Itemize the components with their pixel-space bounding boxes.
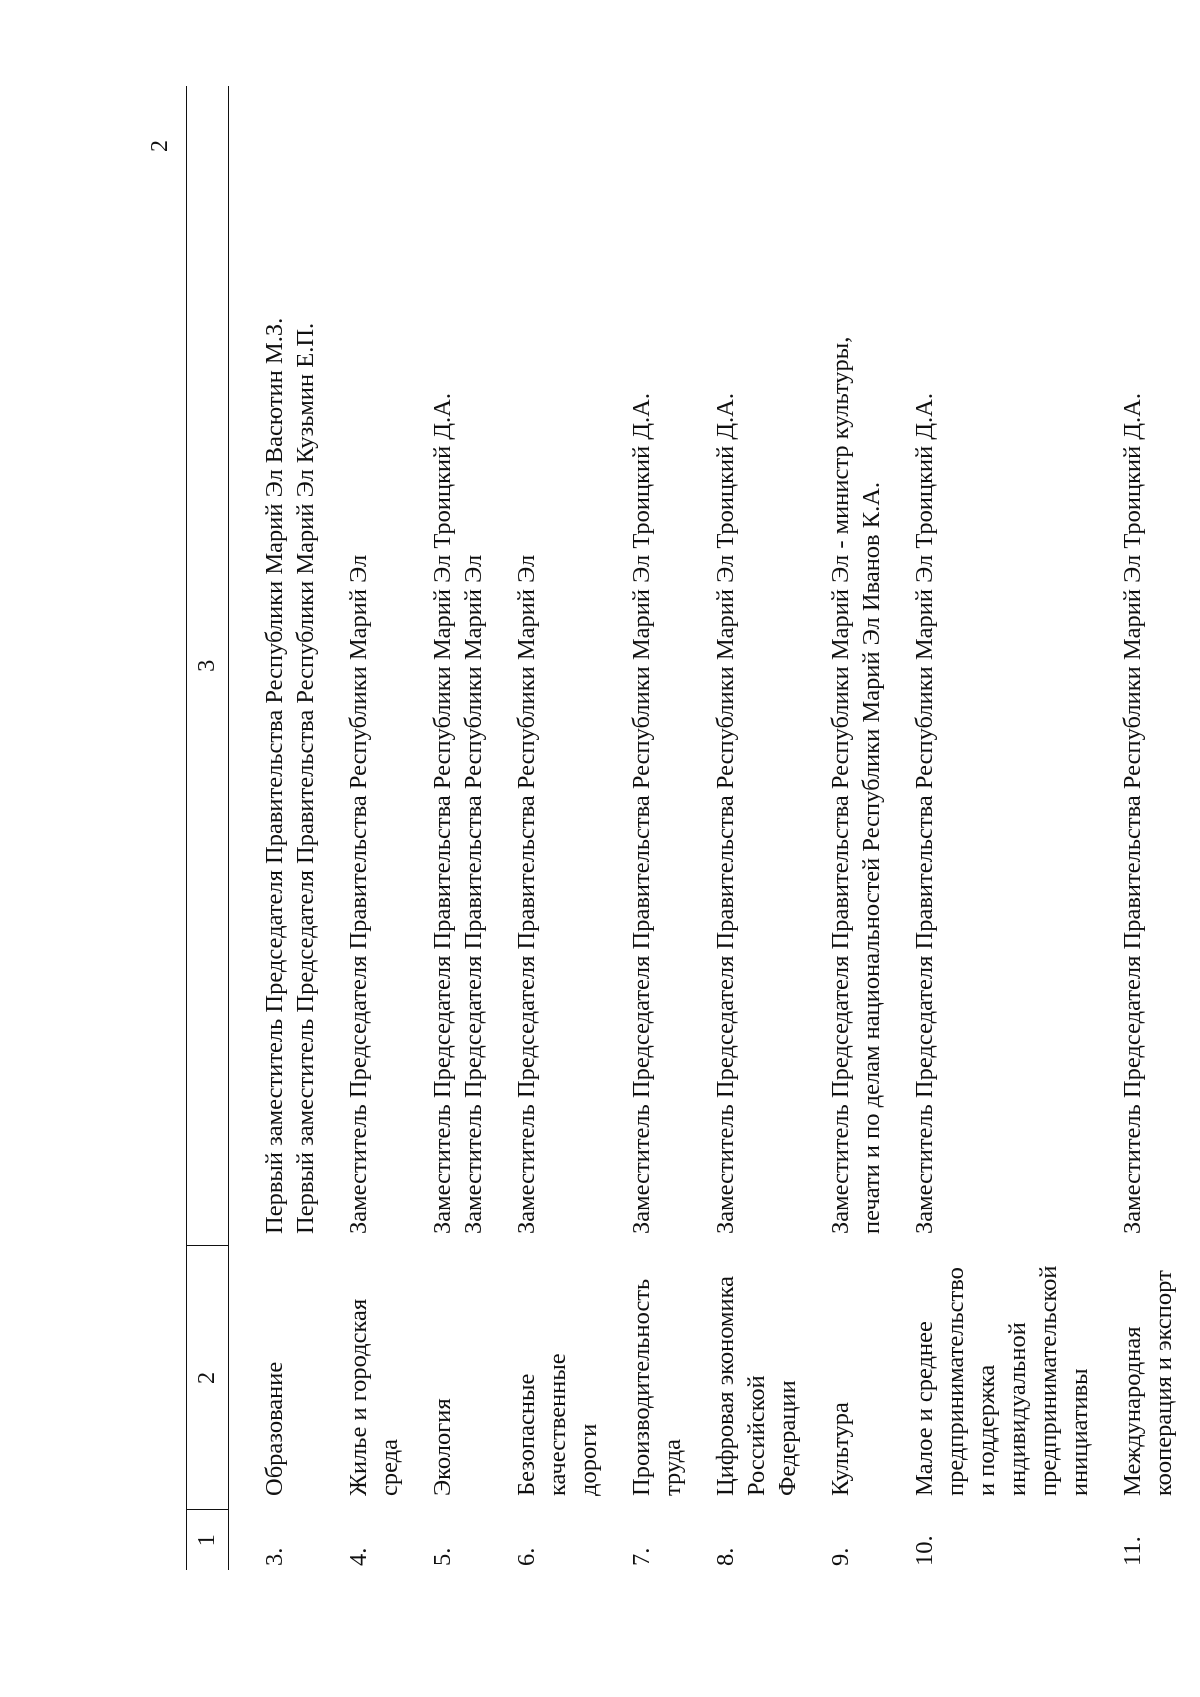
column-header-2: 2 — [187, 1246, 229, 1510]
responsible-person: Первый заместитель Председателя Правительства Республики Марий Эл Васютин М.З. Первый заместитель Председателя Правительства Республики Марий Эл Кузьмин Е.П. — [261, 317, 319, 1234]
responsible-person: Заместитель Председателя Правительства Республики Марий Эл Троицкий Д.А. — [712, 393, 739, 1234]
row-number: 3. — [261, 1547, 288, 1566]
table-row — [427, 86, 489, 1570]
table-row — [909, 86, 1095, 1570]
project-name: Экология — [429, 1398, 456, 1496]
table-header-row — [187, 86, 229, 1570]
responsible-person: Заместитель Председателя Правительства Республики Марий Эл - министр культуры, печати и по делам национальностей Республики Марий Эл Иванов К.А. — [827, 336, 885, 1234]
column-header-3: 3 — [187, 86, 229, 1246]
page-number: 2 — [147, 140, 173, 152]
responsible-person: Заместитель Председателя Правительства Республики Марий Эл Троицкий Д.А. — [911, 393, 938, 1234]
table-row — [1117, 86, 1179, 1570]
column-header-1: 1 — [187, 1510, 229, 1570]
row-number: 10. — [911, 1535, 938, 1566]
project-name: Малое и среднее предпринимательство и поддержка индивидуальной предпринимательской инициативы — [911, 1265, 1093, 1496]
row-number: 6. — [513, 1547, 540, 1566]
responsible-person: Заместитель Председателя Правительства Республики Марий Эл Троицкий Д.А. — [628, 393, 655, 1234]
table-row — [511, 86, 604, 1570]
project-name: Цифровая экономика Российской Федерации — [712, 1275, 801, 1496]
project-name: Культура — [827, 1402, 854, 1496]
responsible-person: Заместитель Председателя Правительства Республики Марий Эл Троицкий Д.А. Заместитель Председателя Правительства Республики Марий Эл — [429, 393, 487, 1234]
row-number: 4. — [345, 1547, 372, 1566]
table-row — [710, 86, 803, 1570]
project-name: Безопасные качественные дороги — [513, 1353, 602, 1496]
table-row — [343, 86, 405, 1570]
responsible-person: Заместитель Председателя Правительства Республики Марий Эл — [345, 554, 372, 1234]
row-number: 11. — [1119, 1536, 1146, 1566]
project-name: Производительность труда — [628, 1278, 686, 1496]
responsible-person: Заместитель Председателя Правительства Республики Марий Эл Троицкий Д.А. — [1119, 393, 1146, 1234]
project-name: Жилье и городская среда — [345, 1298, 403, 1496]
row-number: 5. — [429, 1547, 456, 1566]
responsible-person: Заместитель Председателя Правительства Республики Марий Эл — [513, 554, 540, 1234]
table-row — [626, 86, 688, 1570]
row-number: 9. — [827, 1547, 854, 1566]
table-row — [229, 86, 322, 1570]
responsibility-table — [186, 86, 1179, 1570]
table-row — [825, 86, 887, 1570]
project-name: Международная кооперация и экспорт — [1119, 1270, 1177, 1496]
project-name: Образование — [261, 1361, 288, 1496]
row-number: 8. — [712, 1547, 739, 1566]
row-number: 7. — [628, 1547, 655, 1566]
